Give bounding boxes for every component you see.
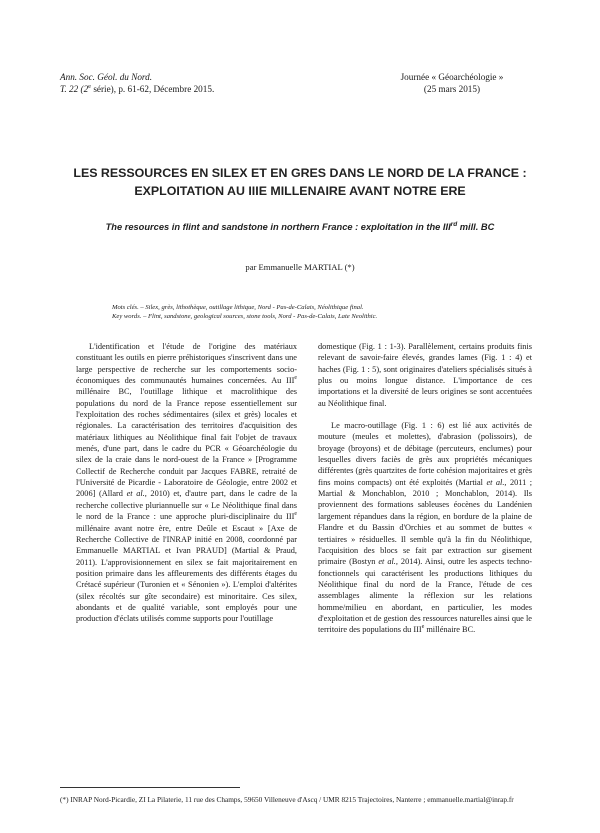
keywords-en: Key words. – Flint, sandstone, geological sources, stone tools, Nord - Pas-de-Calais, Late Neolithic. xyxy=(112,313,378,320)
keywords-fr: Mots clés. – Silex, grès, lithothèque, outillage lithique, Nord - Pas-de-Calais, Néolithique final. xyxy=(112,304,364,311)
english-title: The resources in flint and sandstone in northern France : exploitation in the IIIrd mill. BC xyxy=(105,220,495,232)
event-header xyxy=(393,72,511,95)
paper-title xyxy=(60,165,540,200)
paragraph: L'identification et l'étude de l'origine des matériaux constituant les outils en pierre préhistoriques s'inscrivent dans une large perspective de recherche sur les comportements socio-économiques des communautés humaines concernées. Au IIIe millénaire BC, l'outillage lithique et macrolithique des populations du nord de la France repose essentiellement sur l'exploitation des roches sédimentaires (silex et grès) locales et régionales. La caractérisation des territoires d'acquisition des matériaux lithiques au Néolithique final fait l'objet de travaux menés, d'une part, dans le cadre du PCR « Géoarchéologie du silex de la craie dans le nord-ouest de la France » [Programme Collectif de Recherche conduit par Jacques FABRE, retraité de l'Université de Picardie - Laboratoire de Géologie, entre 2002 et 2006] (Allard et al., 2010) et, d'autre part, dans le cadre de la recherche collective pluriannuelle sur « Le Néolithique final dans le nord de la France : une approche pluri-disciplinaire du IIIe millénaire avant notre ère, entre Deûle et Escaut » [Axe de Recherche Collective de l'INRAP initié en 2008, coordonné par Emmanuelle MARTIAL et Ivan PRAUD] (Martial & Praud, 2011). L'approvisionnement en silex se fait majoritairement en position primaire dans les affleurements des différents étages du Crétacé supérieur (Turonien et « Sénonien »). L'emploi d'altérites (silex récoltés sur gîte secondaire) est minoritaire. Ces silex, abondants et de qualité variable, sont employés pour une production d'éclats utilisés comme supports pour l'outillage xyxy=(76,342,297,624)
title-line-2: EXPLOITATION AU IIIE MILLENAIRE AVANT NOTRE ERE xyxy=(134,183,466,198)
author-line: par Emmanuelle MARTIAL (*) xyxy=(245,262,355,272)
event-name: Journée « Géoarchéologie » xyxy=(400,72,504,82)
footnote-separator xyxy=(60,787,240,788)
paragraph: Le macro-outillage (Fig. 1 : 6) est lié aux activités de mouture (meules et molettes), d'abrasion (polissoirs), de broyage (broyons) et de débitage (percuteurs, enclumes) pour lesquelles divers faciès de grès aux propriétés mécaniques différentes (grès quartzites de forte cohésion majoritaires et grès fins moins compacts) ont été exploités (Martial et al., 2011 ; Martial & Monchablon, 2010 ; Monchablon, 2014). Ils proviennent des formations sableuses éocènes du Landénien largement répandues dans la région, en bordure de la plaine de Flandre et du Bassin d'Orchies et au sommet de buttes « tertiaires » résiduelles. Il semble qu'à la fin du Néolithique, l'acquisition des blocs se fait par extraction sur gisement primaire (Bostyn et al., 2014). Ainsi, outre les aspects techno-fonctionnels qui caractérisent les productions lithiques du Néolithique final du nord de la France, l'étude de ces assemblages alimente la réflexion sur les relations homme/milieu en abordant, en particulier, les modes d'exploitation et de gestion des ressources naturelles ainsi que le territoire des populations du IIIe millénaire BC. xyxy=(318,421,533,635)
paragraph: domestique (Fig. 1 : 1-3). Parallèlement, certains produits finis relevant de savoir-faire élevés, grandes lames (Fig. 1 : 4) et haches (Fig. 1 : 5), sont originaires d'ateliers spécialisés situés à plus ou moins longue distance. L'importance de ces importations et la diversité de leurs origines se sont accentuées au Néolithique final. xyxy=(318,342,532,408)
title-line-1: LES RESSOURCES EN SILEX ET EN GRES DANS LE NORD DE LA FRANCE : xyxy=(73,166,527,180)
body-column-left xyxy=(76,341,297,625)
journal-header xyxy=(60,72,214,95)
event-date: (25 mars 2015) xyxy=(423,83,481,94)
body-column-right xyxy=(318,341,532,636)
author-affiliation-footnote: (*) INRAP Nord-Picardie, ZI La Pilaterie, 11 rue des Champs, 59650 Villeneuve d'Ascq / UMR 8215 Trajectoires, Nanterre ; emmanuelle.martial@inrap.fr xyxy=(60,795,514,804)
journal-volume: T. 22 (2e série), p. 61-62, Décembre 2015. xyxy=(60,82,215,94)
journal-name: Ann. Soc. Géol. du Nord. xyxy=(60,72,153,82)
